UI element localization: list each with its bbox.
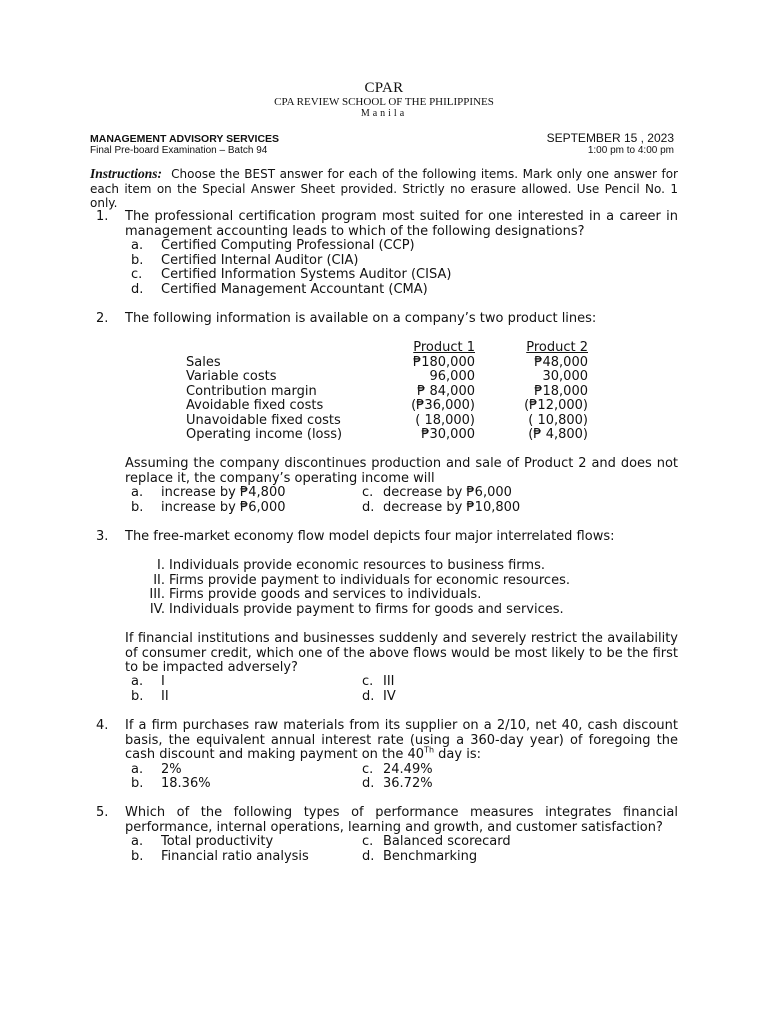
- q2-row-p1: ₱180,000: [412, 355, 475, 370]
- q4-choice-c-letter: c.: [362, 762, 374, 777]
- q5-number: 5.: [96, 805, 109, 820]
- q2-choice-c-letter: c.: [362, 485, 374, 500]
- city-name: Manila: [360, 108, 408, 119]
- instructions-text: Choose the BEST answer for each of the following items. Mark only one answer for each item on the Special Answer Sheet provided. Strictly no erasure allowed. Use Pencil No. 1 only.: [90, 167, 678, 210]
- q5-choice-c-letter: c.: [362, 834, 374, 849]
- q3-choice-a: I: [161, 674, 165, 689]
- q2-choice-b-letter: b.: [131, 500, 144, 515]
- q1-choice-c: Certified Information Systems Auditor (CISA): [161, 267, 452, 282]
- q2-row-p1: (₱36,000): [411, 398, 475, 413]
- q4-number: 4.: [96, 718, 109, 733]
- q2-row-p2: 30,000: [542, 369, 588, 384]
- q2-choice-d-letter: d.: [362, 500, 375, 515]
- school-name: CPA REVIEW SCHOOL OF THE PHILIPPINES: [274, 96, 494, 108]
- q3-flow-text: Firms provide goods and services to individuals.: [169, 587, 482, 602]
- q3-followup: If financial institutions and businesses suddenly and severely restrict the availability of consumer credit, which one of the above flows would be most likely to be the first to be impacted adversely?: [125, 631, 678, 676]
- q5-choice-d-letter: d.: [362, 849, 375, 864]
- instructions-label: Instructions: [90, 166, 158, 181]
- q2-row-p1: ₱ 84,000: [417, 384, 475, 399]
- header-title: CPAR: [364, 80, 404, 96]
- q1-choice-d-letter: d.: [131, 282, 144, 297]
- q3-choice-d: IV: [383, 689, 396, 704]
- q2-row-label: Variable costs: [186, 369, 277, 384]
- q2-col-product1: Product 1: [413, 340, 475, 355]
- q2-number: 2.: [96, 311, 109, 326]
- q2-choice-d: decrease by ₱10,800: [383, 500, 521, 515]
- q4-choice-a-letter: a.: [131, 762, 144, 777]
- q2-row-p1: 96,000: [429, 369, 475, 384]
- q4-choice-a: 2%: [161, 762, 182, 777]
- q4-text-sup: Th: [424, 745, 435, 755]
- q1-choice-b-letter: b.: [131, 253, 144, 268]
- q3-flow-roman: I.: [157, 558, 165, 573]
- instructions: Instructions: Choose the BEST answer for each of the following items. Mark only one answer for each item on the Special Answer Sheet provided. Strictly no erasure allowed. Use Pencil No. 1 only.: [90, 166, 678, 210]
- q5-text: Which of the following types of performance measures integrates financial performance, internal operations, learning and growth, and customer satisfaction?: [125, 805, 678, 835]
- q5-choice-a: Total productivity: [161, 834, 274, 849]
- q2-choice-c: decrease by ₱6,000: [383, 485, 512, 500]
- q2-choice-a-letter: a.: [131, 485, 144, 500]
- q3-flow-roman: III.: [149, 587, 165, 602]
- q5-choice-b-letter: b.: [131, 849, 144, 864]
- q1-number: 1.: [96, 209, 109, 224]
- exam-name: Final Pre-board Examination – Batch 94: [90, 145, 268, 156]
- q1-choice-b: Certified Internal Auditor (CIA): [161, 253, 359, 268]
- q5-choice-d: Benchmarking: [383, 849, 478, 864]
- q4-choice-b-letter: b.: [131, 776, 144, 791]
- q3-choice-b-letter: b.: [131, 689, 144, 704]
- q3-choice-d-letter: d.: [362, 689, 375, 704]
- q2-col-product2: Product 2: [526, 340, 588, 355]
- q2-choice-b: increase by ₱6,000: [161, 500, 286, 515]
- q3-flow-text: Individuals provide economic resources to business firms.: [169, 558, 545, 573]
- q4-text: [125, 719, 678, 763]
- q4-choice-d: 36.72%: [383, 776, 433, 791]
- q3-text: The free-market economy flow model depicts four major interrelated flows:: [125, 529, 615, 544]
- q3-choice-c-letter: c.: [362, 674, 374, 689]
- q2-row-p2: ₱18,000: [534, 384, 588, 399]
- q5-choice-b: Financial ratio analysis: [161, 849, 309, 864]
- q5-choice-c: Balanced scorecard: [383, 834, 511, 849]
- q3-flow-text: Individuals provide payment to firms for goods and services.: [169, 602, 564, 617]
- q3-number: 3.: [96, 529, 109, 544]
- q3-flow-roman: II.: [153, 573, 165, 588]
- q4-text-main: If a firm purchases raw materials from its supplier on a 2/10, net 40, cash discount basis, the equivalent annual interest rate (using a 360-day year) of foregoing the cash discount and making payment on the 40: [125, 718, 678, 763]
- q2-row-label: Contribution margin: [186, 384, 317, 399]
- q2-text: The following information is available on a company’s two product lines:: [125, 311, 597, 326]
- q2-row-label: Avoidable fixed costs: [186, 398, 324, 413]
- q1-choice-a-letter: a.: [131, 238, 144, 253]
- q2-row-label: Operating income (loss): [186, 427, 343, 442]
- exam-time: 1:00 pm to 4:00 pm: [587, 145, 674, 156]
- q2-row-label: Sales: [186, 355, 221, 370]
- q4-choice-d-letter: d.: [362, 776, 375, 791]
- subject-title: MANAGEMENT ADVISORY SERVICES: [90, 133, 280, 145]
- q2-row-p1: ( 18,000): [415, 413, 475, 428]
- q4-choice-c: 24.49%: [383, 762, 433, 777]
- q2-row-p2: (₱ 4,800): [528, 427, 588, 442]
- q2-row-p2: ( 10,800): [528, 413, 588, 428]
- q2-followup: Assuming the company discontinues production and sale of Product 2 and does not replace it, the company’s operating income will: [125, 456, 678, 486]
- q3-choice-b: II: [161, 689, 169, 704]
- q3-flow-roman: IV.: [149, 602, 165, 617]
- exam-date: SEPTEMBER 15 , 2023: [546, 131, 674, 145]
- q2-row-p2: ₱48,000: [534, 355, 588, 370]
- q2-row-p1: ₱30,000: [421, 427, 475, 442]
- q4-text-end: day is:: [434, 747, 481, 763]
- q1-text: The professional certification program most suited for one interested in a career in management accounting leads to which of the following designations?: [125, 209, 678, 239]
- q2-row-label: Unavoidable fixed costs: [186, 413, 341, 428]
- q1-choice-a: Certified Computing Professional (CCP): [161, 238, 415, 253]
- q1-choice-c-letter: c.: [131, 267, 143, 282]
- q2-choice-a: increase by ₱4,800: [161, 485, 286, 500]
- q1-choice-d: Certified Management Accountant (CMA): [161, 282, 428, 297]
- q3-choice-a-letter: a.: [131, 674, 144, 689]
- q3-choice-c: III: [383, 674, 395, 689]
- q2-row-p2: (₱12,000): [524, 398, 588, 413]
- q3-flow-text: Firms provide payment to individuals for economic resources.: [169, 573, 570, 588]
- q4-choice-b: 18.36%: [161, 776, 211, 791]
- q5-choice-a-letter: a.: [131, 834, 144, 849]
